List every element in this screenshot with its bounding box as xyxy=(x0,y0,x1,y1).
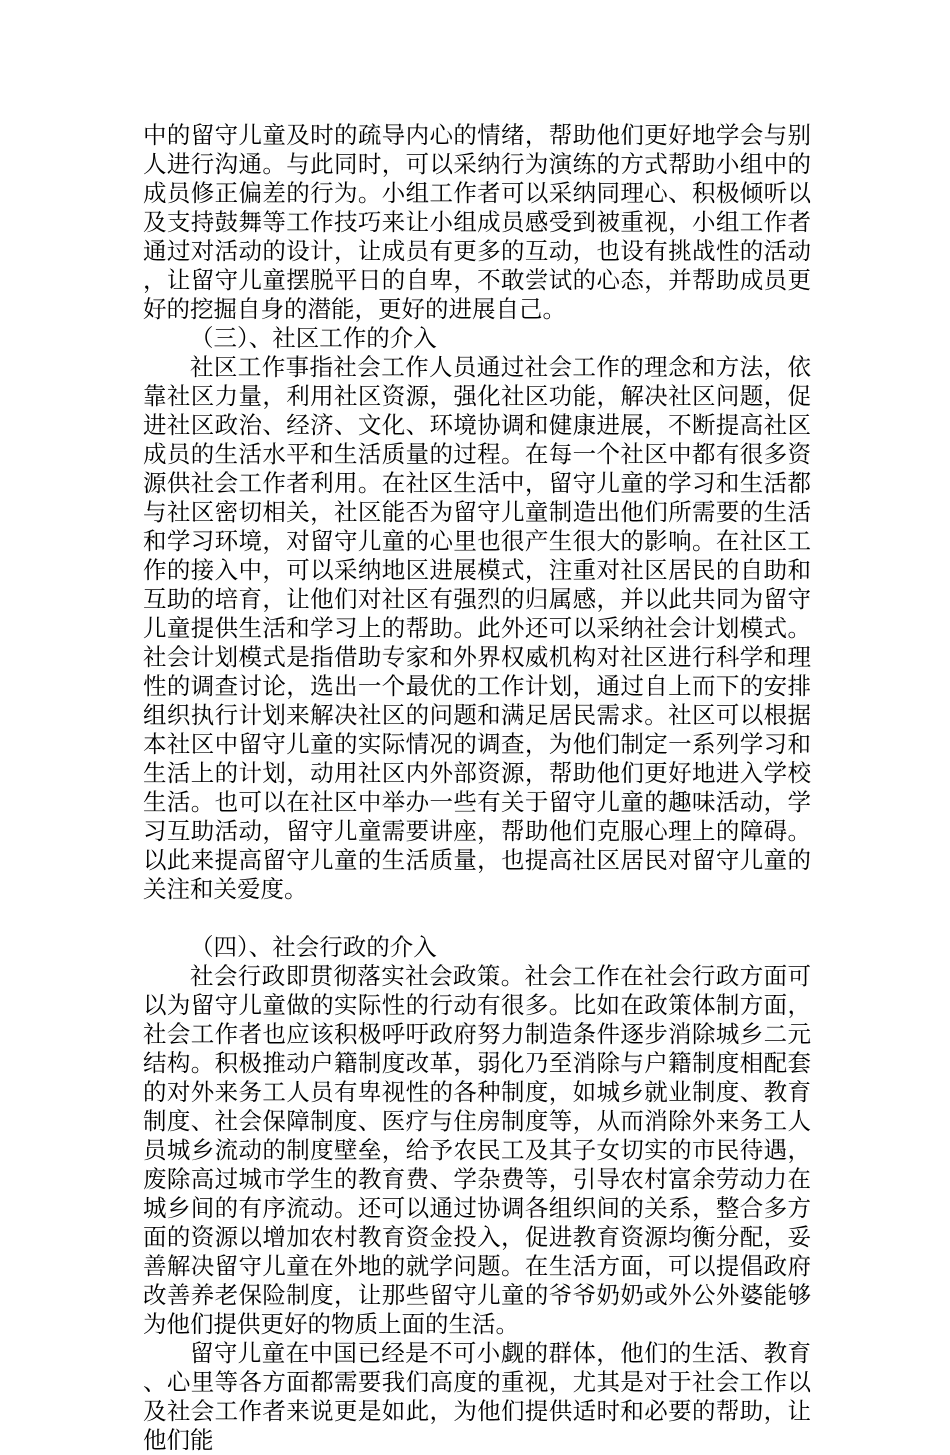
section4-heading: （四）、社会行政的介入 xyxy=(190,933,437,961)
document-page xyxy=(143,121,811,1455)
intro-paragraph: 中的留守儿童及时的疏导内心的情绪，帮助他们更好地学会与别人进行沟通。与此同时，可以采纳行为演练的方式帮助小组中的成员修正偏差的行为。小组工作者可以采纳同理心、积极倾听以及支持鼓舞等工作技巧来让小组成员感受到被重视，小组工作者通过对活动的设计，让成员有更多的互动，也设有挑战性的活动，让留守儿童摆脱平日的自卑，不敢尝试的心态，并帮助成员更好的挖掘自身的潜能，更好的进展自己。 xyxy=(143,121,811,323)
section3-paragraph: 社区工作事指社会工作人员通过社会工作的理念和方法，依靠社区力量，利用社区资源，强化社区功能，解决社区问题，促进社区政治、经济、文化、环境协调和健康进展，不断提高社区成员的生活水平和生活质量的过程。在每一个社区中都有很多资源供社会工作者利用。在社区生活中，留守儿童的学习和生活都与社区密切相关，社区能否为留守儿童制造出他们所需要的生活和学习环境，对留守儿童的心里也很产生很大的影响。在社区工作的接入中，可以采纳地区进展模式，注重对社区居民的自助和互助的培育，让他们对社区有强烈的归属感，并以此共同为留守儿童提供生活和学习上的帮助。此外还可以采纳社会计划模式。社会计划模式是指借助专家和外界权威机构对社区进行科学和理性的调查讨论，选出一个最优的工作计划，通过自上而下的安排组织执行计划来解决社区的问题和满足居民需求。社区可以根据本社区中留守儿童的实际情况的调查，为他们制定一系列学习和生活上的计划，动用社区内外部资源，帮助他们更好地进入学校生活。也可以在社区中举办一些有关于留守儿童的趣味活动，学习互助活动，留守儿童需要讲座，帮助他们克服心理上的障碍。以此来提高留守儿童的生活质量，也提高社区居民对留守儿童的关注和关爱度。 xyxy=(143,353,811,903)
section4-paragraph: 社会行政即贯彻落实社会政策。社会工作在社会行政方面可以为留守儿童做的实际性的行动有很多。比如在政策体制方面，社会工作者也应该积极呼吁政府努力制造条件逐步消除城乡二元结构。积极推动户籍制度改革，弱化乃至消除与户籍制度相配套的对外来务工人员有卑视性的各种制度，如城乡就业制度、教育制度、社会保障制度、医疗与住房制度等，从而消除外来务工人员城乡流动的制度壁垒，给予农民工及其子女切实的市民待遇，废除高过城市学生的教育费、学杂费等，引导农村富余劳动力在城乡间的有序流动。还可以通过协调各组织间的关系，整合多方面的资源以增加农村教育资金投入，促进教育资源均衡分配，妥善解决留守儿童在外地的就学问题。在生活方面，可以提倡政府改善养老保险制度，让那些留守儿童的爷爷奶奶或外公外婆能够为他们提供更好的物质上面的生活。 xyxy=(143,962,811,1338)
section3-heading: （三）、社区工作的介入 xyxy=(190,324,437,352)
blank-line xyxy=(143,904,811,933)
closing-paragraph: 留守儿童在中国已经是不可小觑的群体，他们的生活、教育、心里等各方面都需要我们高度的重视，尤其是对于社会工作以及社会工作者来说更是如此，为他们提供适时和必要的帮助，让他们能 xyxy=(143,1339,811,1454)
